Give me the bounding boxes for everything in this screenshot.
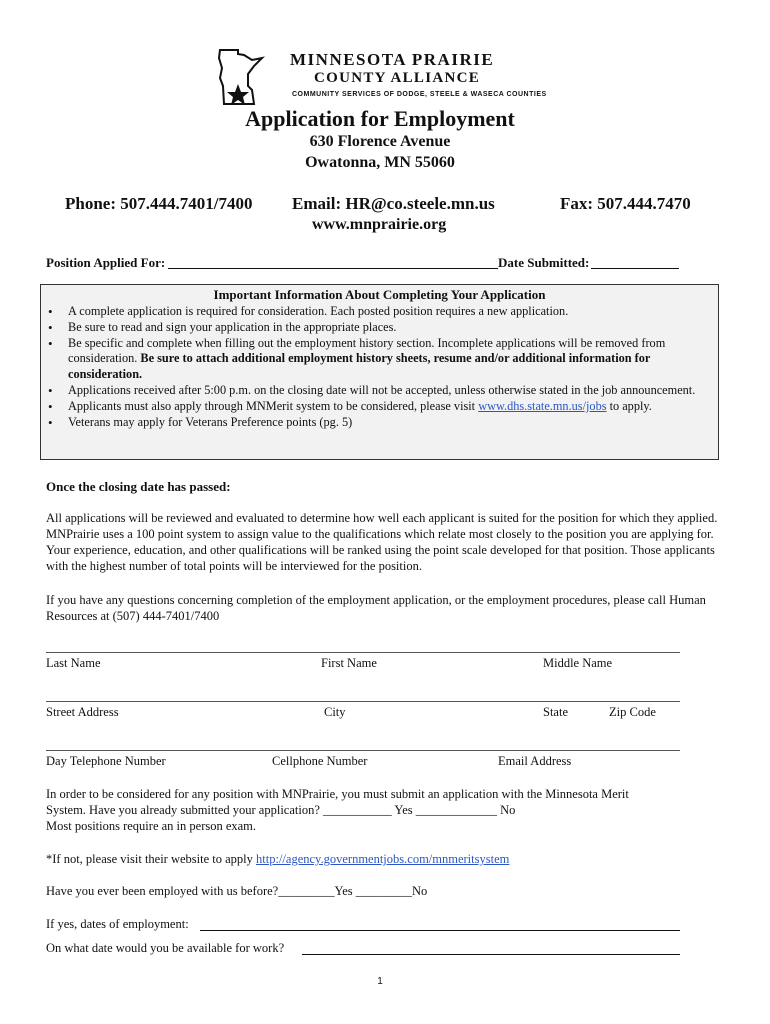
- cellphone-label: Cellphone Number: [272, 754, 368, 768]
- attach-notice: Be sure to attach additional employment history sheets, resume and/or additional information for consideration.: [68, 351, 651, 382]
- merit-text-line1: In order to be considered for any position with MNPrairie, you must submit an application with the Minnesota Merit: [46, 787, 629, 801]
- employed-before-question: Have you ever been employed with us before?_________Yes _________No: [46, 884, 428, 898]
- availability-field[interactable]: [302, 954, 680, 955]
- address-line-1: 630 Florence Avenue: [309, 133, 451, 150]
- middle-name-label: Middle Name: [543, 656, 613, 670]
- closing-heading: Once the closing date has passed:: [46, 479, 231, 494]
- email-label: Email Address: [498, 754, 572, 768]
- zip-code-label: Zip Code: [609, 705, 656, 719]
- date-submitted-field[interactable]: [591, 268, 679, 269]
- name-input-line[interactable]: [46, 652, 680, 653]
- first-name-label: First Name: [321, 656, 377, 670]
- fax-number: Fax: 507.444.7470: [560, 194, 691, 213]
- merit-system-link[interactable]: http://agency.governmentjobs.com/mnmeritsystem: [256, 852, 510, 866]
- logo-tagline: COMMUNITY SERVICES OF DODGE, STEELE & WASECA COUNTIES: [292, 91, 547, 98]
- position-field[interactable]: [168, 268, 498, 269]
- position-label: Position Applied For:: [46, 255, 166, 270]
- info-bullet: • Be specific and complete when filling out the employment history section. Incomplete applications will be removed from consideration. Be sure to attach additional employment history sheets, resume and/or additional information for consideration.: [45, 336, 713, 383]
- info-bullet: • Applicants must also apply through MNMerit system to be considered, please visit www.dhs.state.mn.us/jobs to apply.: [45, 399, 713, 415]
- info-bullet-list: [45, 304, 713, 430]
- merit-question: System. Have you already submitted your application? ___________ Yes _____________ No: [46, 803, 516, 817]
- date-submitted-label: Date Submitted:: [498, 255, 590, 270]
- closing-paragraph: All applications will be reviewed and evaluated to determine how well each applicant is suited for the position for which they applied. MNPrairie uses a 100 point system to assign value to the qualifications which relate most closely to the position you are applying for. Your experience, education, and other qualifications will be ranked using the point scale developed for that position. Those applicants with the highest number of total points will be interviewed for the position.: [46, 511, 718, 573]
- last-name-label: Last Name: [46, 656, 101, 670]
- city-label: City: [324, 705, 346, 719]
- info-bullet: • Applications received after 5:00 p.m. on the closing date will not be accepted, unless otherwise stated in the job announcement.: [45, 383, 713, 399]
- dates-employment-label: If yes, dates of employment:: [46, 917, 189, 931]
- email-address: Email: HR@co.steele.mn.us: [292, 194, 495, 213]
- phone-input-line[interactable]: [46, 750, 680, 751]
- questions-paragraph: If you have any questions concerning completion of the employment application, or the employment procedures, please call Human Resources at (507) 444-7401/7400: [46, 593, 706, 623]
- state-label: State: [543, 705, 568, 719]
- info-box-title: Important Information About Completing Your Application: [213, 287, 546, 302]
- day-phone-label: Day Telephone Number: [46, 754, 166, 768]
- important-info-box: [40, 284, 719, 460]
- page-number: 1: [377, 976, 383, 987]
- address-input-line[interactable]: [46, 701, 680, 702]
- minnesota-map-star-icon: [214, 46, 272, 106]
- exam-note: Most positions require an in person exam.: [46, 819, 257, 833]
- phone-number: Phone: 507.444.7401/7400: [65, 194, 253, 213]
- dates-employment-field[interactable]: [200, 930, 680, 931]
- mnmerit-jobs-link[interactable]: www.dhs.state.mn.us/jobs: [478, 398, 607, 413]
- availability-label: On what date would you be available for work?: [46, 941, 285, 955]
- info-bullet: • Be sure to read and sign your application in the appropriate places.: [45, 320, 713, 336]
- page-title: Application for Employment: [245, 106, 515, 131]
- info-bullet: • Veterans may apply for Veterans Preference points (pg. 5): [45, 415, 713, 431]
- info-bullet: • A complete application is required for consideration. Each posted position requires a new application.: [45, 304, 713, 320]
- street-address-label: Street Address: [46, 705, 119, 719]
- website: www.mnprairie.org: [312, 216, 447, 233]
- logo-subtitle: COUNTY ALLIANCE: [314, 70, 481, 86]
- address-line-2: Owatonna, MN 55060: [305, 154, 455, 171]
- logo-title: MINNESOTA PRAIRIE: [290, 50, 495, 69]
- merit-website-note: *If not, please visit their website to apply http://agency.governmentjobs.com/mnmeritsystem: [46, 852, 510, 866]
